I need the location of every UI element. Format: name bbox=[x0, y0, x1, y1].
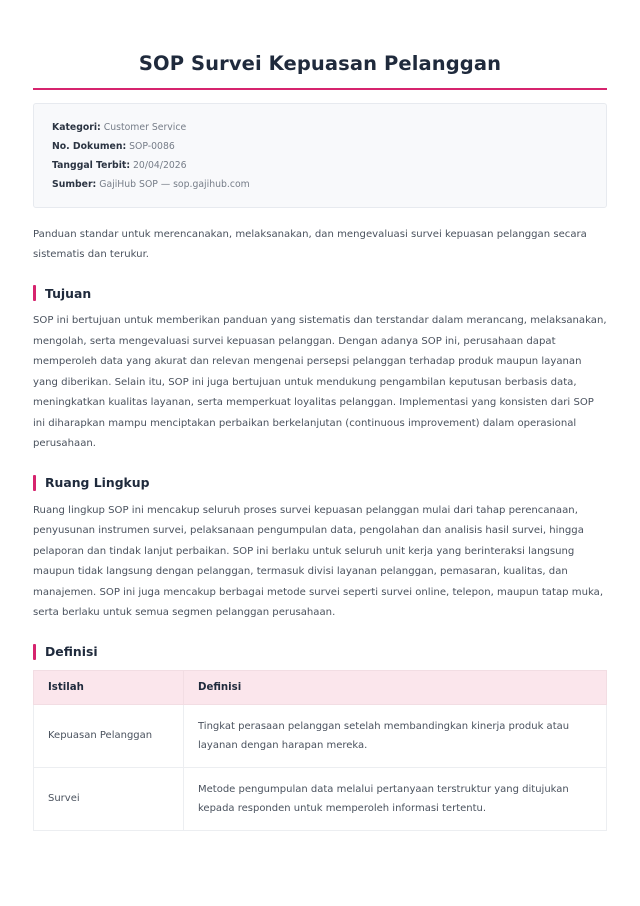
table-cell-istilah: Survei bbox=[34, 767, 184, 830]
section-heading-definisi bbox=[33, 644, 607, 660]
intro-paragraph: Panduan standar untuk merencanakan, melaksanakan, dan mengevaluasi survei kepuasan pelanggan secara sistematis dan terukur. bbox=[33, 229, 587, 260]
section-body-tujuan: SOP ini bertujuan untuk memberikan panduan yang sistematis dan terstandar dalam merancang, melaksanakan, mengolah, serta mengevaluasi survei kepuasan pelanggan. Dengan adanya SOP ini, perusahaan dapat memperoleh data yang akurat dan relevan mengenai persepsi pelanggan terhadap produk maupun layanan yang diberikan. Selain itu, SOP ini juga bertujuan untuk mendukung pengambilan keputusan berbasis data, meningkatkan kualitas layanan, serta memperkuat loyalitas pelanggan. Implementasi yang konsisten dari SOP ini diharapkan mampu menciptakan perbaikan berkelanjutan (continuous improvement) dalam operasional perusahaan. bbox=[33, 315, 607, 449]
definisi-table bbox=[33, 670, 607, 831]
section-accent-bar-icon bbox=[33, 475, 36, 491]
section-heading-label: Tujuan bbox=[45, 285, 92, 301]
table-cell-istilah: Kepuasan Pelanggan bbox=[34, 704, 184, 767]
document-metadata-box bbox=[33, 103, 607, 208]
table-column-header-definisi: Definisi bbox=[184, 670, 607, 704]
section-body-ruang-lingkup: Ruang lingkup SOP ini mencakup seluruh proses survei kepuasan pelanggan mulai dari tahap perencanaan, penyusunan instrumen survei, pelaksanaan pengumpulan data, pengolahan dan analisis hasil survei, hingga pelaporan dan tindak lanjut perbaikan. SOP ini berlaku untuk seluruh unit kerja yang berinteraksi langsung maupun tidak langsung dengan pelanggan, termasuk divisi layanan pelanggan, pemasaran, kualitas, dan manajemen. SOP ini juga mencakup berbagai metode survei seperti survei online, telepon, maupun tatap muka, serta berlaku untuk semua segmen pelanggan perusahaan. bbox=[33, 504, 604, 618]
section-heading-label: Ruang Lingkup bbox=[45, 475, 150, 490]
metadata-value-tanggal-terbit: 20/04/2026 bbox=[133, 160, 187, 171]
page-title: SOP Survei Kepuasan Pelanggan bbox=[138, 52, 502, 75]
definisi-table-head bbox=[34, 670, 607, 704]
metadata-row-tanggal-terbit bbox=[52, 156, 588, 175]
table-cell-definisi: Metode pengumpulan data melalui pertanyaan terstruktur yang ditujukan kepada responden untuk memperoleh informasi tertentu. bbox=[184, 767, 607, 830]
metadata-label-tanggal-terbit: Tanggal Terbit: bbox=[52, 160, 131, 171]
definisi-table-body bbox=[34, 704, 607, 830]
metadata-row-no-dokumen bbox=[52, 137, 588, 156]
section-ruang-lingkup bbox=[33, 475, 607, 624]
metadata-label-no-dokumen: No. Dokumen: bbox=[52, 141, 127, 152]
section-accent-bar-icon bbox=[33, 285, 36, 301]
section-definisi bbox=[33, 644, 607, 831]
metadata-label-kategori: Kategori: bbox=[52, 122, 101, 133]
section-heading-label: Definisi bbox=[45, 644, 98, 659]
section-accent-bar-icon bbox=[33, 644, 36, 660]
title-divider bbox=[33, 88, 607, 90]
table-row bbox=[34, 704, 607, 767]
table-column-header-istilah: Istilah bbox=[34, 670, 184, 704]
metadata-value-sumber: GajiHub SOP — sop.gajihub.com bbox=[99, 179, 250, 190]
table-cell-definisi: Tingkat perasaan pelanggan setelah membandingkan kinerja produk atau layanan dengan harapan mereka. bbox=[184, 704, 607, 767]
metadata-row-kategori bbox=[52, 118, 588, 137]
section-heading-tujuan bbox=[33, 285, 607, 301]
section-tujuan bbox=[33, 285, 607, 455]
section-heading-ruang-lingkup bbox=[33, 475, 607, 491]
table-row bbox=[34, 767, 607, 830]
metadata-value-no-dokumen: SOP-0086 bbox=[129, 141, 175, 152]
metadata-label-sumber: Sumber: bbox=[52, 179, 97, 190]
metadata-value-kategori: Customer Service bbox=[103, 122, 187, 133]
table-header-row bbox=[34, 670, 607, 704]
metadata-row-sumber bbox=[52, 175, 588, 194]
